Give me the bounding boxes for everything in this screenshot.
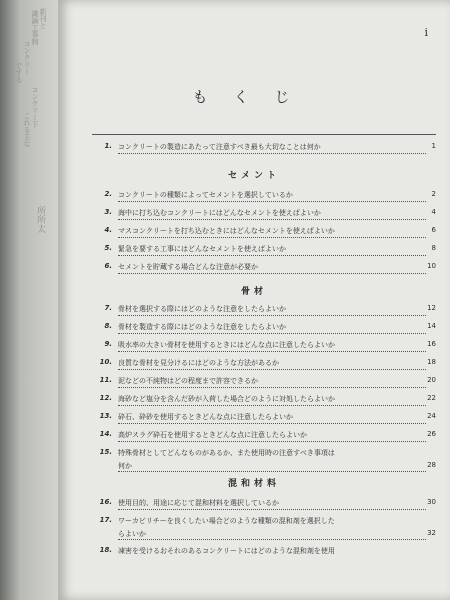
leader-dots — [118, 405, 426, 406]
entry-number: 10. — [99, 358, 112, 366]
leader-dots — [118, 387, 426, 388]
entry-page: 28 — [427, 461, 436, 469]
entry-text: 吸水率の大きい骨材を使用するときにはどんな点に注意したらよいか — [118, 341, 335, 349]
entry-text: コンクリートの製造にあたって注意すべき最も大切なことは何か — [118, 143, 321, 151]
toc-group-aggregate — [92, 304, 436, 478]
leader-dots — [118, 351, 426, 352]
entry-number: 4. — [104, 226, 112, 234]
toc-entry[interactable] — [92, 226, 436, 244]
entry-page: 6 — [431, 226, 436, 234]
entry-page: 26 — [427, 430, 436, 438]
strip-text-3: コンクリー — [23, 40, 31, 75]
strip-text-2: 識論工事制 — [31, 10, 39, 45]
entry-page: 14 — [427, 322, 436, 330]
top-rule — [92, 134, 436, 135]
toc-entry[interactable] — [92, 516, 436, 546]
leader-dots — [118, 471, 426, 472]
entry-number: 18. — [99, 546, 112, 554]
leader-dots — [118, 255, 426, 256]
toc-entry[interactable] — [92, 340, 436, 358]
entry-text: 海砂など塩分を含んだ砂が入荷した場合どのように対処したらよいか — [118, 395, 335, 403]
toc-entry[interactable] — [92, 358, 436, 376]
entry-page: 10 — [427, 262, 436, 270]
entry-text: ワーカビリチーを良くしたい場合どのような種類の混和剤を選択した — [118, 517, 335, 525]
entry-text: 良質な骨材を見分けるにはどのような方法があるか — [118, 359, 279, 367]
entry-text: 海中に打ち込むコンクリートにはどんなセメントを使えばよいか — [118, 209, 321, 217]
entry-number: 12. — [99, 394, 112, 402]
strip-text-7: 所所太 — [35, 206, 45, 233]
entry-number: 17. — [99, 516, 112, 524]
toc-entry[interactable] — [92, 430, 436, 448]
toc-entry[interactable] — [92, 412, 436, 430]
entry-text: 使用目的、用途に応じて混和材料を選択しているか — [118, 499, 279, 507]
entry-page: 22 — [427, 394, 436, 402]
entry-text: 砕石、砕砂を使用するときどんな点に注意したらよいか — [118, 413, 293, 421]
entry-text: 緊急を要する工事にはどんなセメントを使えばよいか — [118, 245, 286, 253]
entry-text-cont: 何か — [118, 462, 132, 470]
strip-text-1: 新刊と — [39, 8, 47, 29]
entry-text: セメントを貯蔵する場合どんな注意が必要か — [118, 263, 258, 271]
strip-text-6: これる主な — [23, 112, 31, 147]
toc-entry[interactable] — [92, 142, 436, 160]
toc-entry[interactable] — [92, 546, 436, 564]
leader-dots — [118, 273, 426, 274]
toc-entry[interactable] — [92, 448, 436, 478]
leader-dots — [118, 315, 426, 316]
toc-group-cement — [92, 190, 436, 280]
page-number: i — [424, 26, 428, 39]
entry-text: コンクリートの種類によってセメントを選択しているか — [118, 191, 293, 199]
toc-entry[interactable] — [92, 262, 436, 280]
toc-entry[interactable] — [92, 304, 436, 322]
entry-text: 特殊骨材としてどんなものがあるか、また使用時の注意すべき事項は — [118, 449, 335, 457]
leader-dots — [118, 201, 426, 202]
entry-page: 4 — [431, 208, 436, 216]
toc-entry[interactable] — [92, 208, 436, 226]
entry-page: 18 — [427, 358, 436, 366]
entry-number: 13. — [99, 412, 112, 420]
leader-dots — [118, 423, 426, 424]
entry-number: 7. — [104, 304, 112, 312]
entry-page: 2 — [431, 190, 436, 198]
entry-page: 1 — [431, 142, 436, 150]
entry-number: 14. — [99, 430, 112, 438]
entry-number: 15. — [99, 448, 112, 456]
toc-entry[interactable] — [92, 394, 436, 412]
entry-number: 5. — [104, 244, 112, 252]
entry-number: 9. — [104, 340, 112, 348]
entry-number: 1. — [104, 142, 112, 150]
section-heading-aggregate: 骨材 — [240, 287, 267, 297]
leader-dots — [118, 237, 426, 238]
leader-dots — [118, 369, 426, 370]
entry-text: 泥などの不純物はどの程度まで許容できるか — [118, 377, 258, 385]
leader-dots — [118, 153, 426, 154]
toc-entry[interactable] — [92, 190, 436, 208]
page-title: もくじ — [192, 88, 316, 106]
leader-dots — [118, 539, 426, 540]
entry-number: 3. — [104, 208, 112, 216]
entry-text-cont: らよいか — [118, 530, 146, 538]
section-heading-admixture: 混和材料 — [227, 479, 280, 489]
entry-page: 30 — [427, 498, 436, 506]
entry-page: 32 — [427, 529, 436, 537]
entry-number: 2. — [104, 190, 112, 198]
entry-text: 凍害を受けるおそれのあるコンクリートにはどのような混和剤を使用 — [118, 547, 335, 555]
entry-text: マスコンクリートを打ち込むときにはどんなセメントを使えばよいか — [118, 227, 335, 235]
entry-text: 骨材を製造する際にはどのような注意をしたらよいか — [118, 323, 286, 331]
strip-text-5: コンクリー下 — [31, 86, 39, 128]
leader-dots — [118, 219, 426, 220]
toc-entry[interactable] — [92, 376, 436, 394]
document-page — [58, 0, 450, 600]
section-heading-cement: セメント — [227, 171, 280, 181]
entry-page: 16 — [427, 340, 436, 348]
entry-number: 16. — [99, 498, 112, 506]
entry-page: 12 — [427, 304, 436, 312]
leader-dots — [118, 509, 426, 510]
entry-number: 6. — [104, 262, 112, 270]
strip-text-4: でする — [15, 62, 23, 83]
entry-page: 8 — [431, 244, 436, 252]
toc-entry[interactable] — [92, 244, 436, 262]
entry-text: 骨材を選択する際にはどのような注意をしたらよいか — [118, 305, 286, 313]
toc-entry[interactable] — [92, 322, 436, 340]
toc-group-0 — [92, 142, 436, 160]
toc-group-admixture — [92, 498, 436, 564]
leader-dots — [118, 441, 426, 442]
leader-dots — [118, 333, 426, 334]
adjacent-page-strip — [0, 0, 58, 600]
entry-number: 8. — [104, 322, 112, 330]
entry-text: 高炉スラグ砕石を使用するときどんな点に注意したらよいか — [118, 431, 307, 439]
entry-page: 20 — [427, 376, 436, 384]
entry-number: 11. — [99, 376, 112, 384]
entry-page: 24 — [427, 412, 436, 420]
toc-entry[interactable] — [92, 498, 436, 516]
